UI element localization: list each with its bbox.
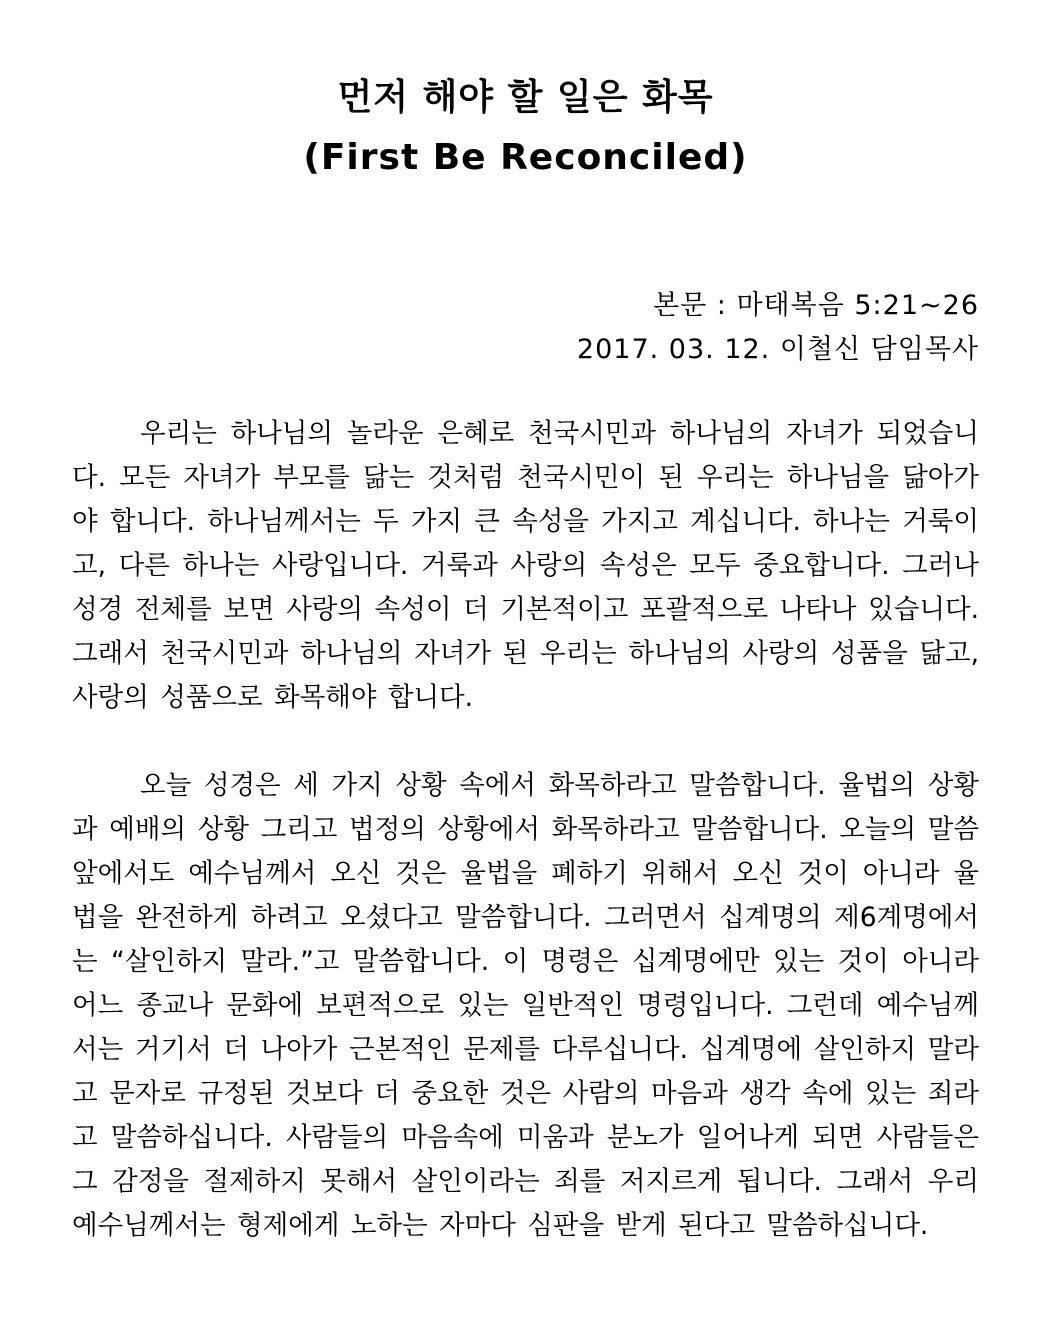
sermon-meta [72, 284, 979, 372]
scripture-reference: 본문 : 마태복음 5:21~26 [653, 290, 979, 321]
page-title: 먼저 해야 할 일은 화목 [337, 77, 714, 118]
date-author: 2017. 03. 12. 이철신 담임목사 [576, 334, 979, 365]
body-paragraph-2: 오늘 성경은 세 가지 상황 속에서 화목하라고 말씀합니다. 율법의 상황과 예배의 상황 그리고 법정의 상황에서 화목하라고 말씀합니다. 오늘의 말씀 앞에서도 예수님께서 오신 것은 율법을 폐하기 위해서 오신 것이 아니라 율법을 완전하게 하려고 오셨다고 말씀합니다. 그러면서 십계명의 제6계명에서는 “살인하지 말라.”고 말씀합니다. 이 명령은 십계명에만 있는 것이 아니라 어느 종교나 문화에 보편적으로 있는 일반적인 명령입니다. 그런데 예수님께서는 거기서 더 나아가 근본적인 문제를 다루십니다. 십계명에 살인하지 말라고 문자로 규정된 것보다 더 중요한 것은 사람의 마음과 생각 속에 있는 죄라고 말씀하십니다. 사람들의 마음속에 미움과 분노가 일어나게 되면 사람들은 그 감정을 절제하지 못해서 살인이라는 죄를 저지르게 됩니다. 그래서 우리 예수님께서는 형제에게 노하는 자마다 심판을 받게 된다고 말씀하십니다. [72, 770, 979, 1241]
page-subtitle: (First Be Reconciled) [303, 137, 748, 178]
body-paragraph-1: 우리는 하나님의 놀라운 은혜로 천국시민과 하나님의 자녀가 되었습니다. 모든 자녀가 부모를 닮는 것처럼 천국시민이 된 우리는 하나님을 닮아가야 합니다. 하나님께서는 두 가지 큰 속성을 가지고 계십니다. 하나는 거룩이고, 다른 하나는 사랑입니다. 거룩과 사랑의 속성은 모두 중요합니다. 그러나 성경 전체를 보면 사랑의 속성이 더 기본적이고 포괄적으로 나타나 있습니다. 그래서 천국시민과 하나님의 자녀가 된 우리는 하나님의 사랑의 성품을 닮고, 사랑의 성품으로 화목해야 합니다. [72, 418, 979, 713]
title-block [72, 0, 979, 188]
